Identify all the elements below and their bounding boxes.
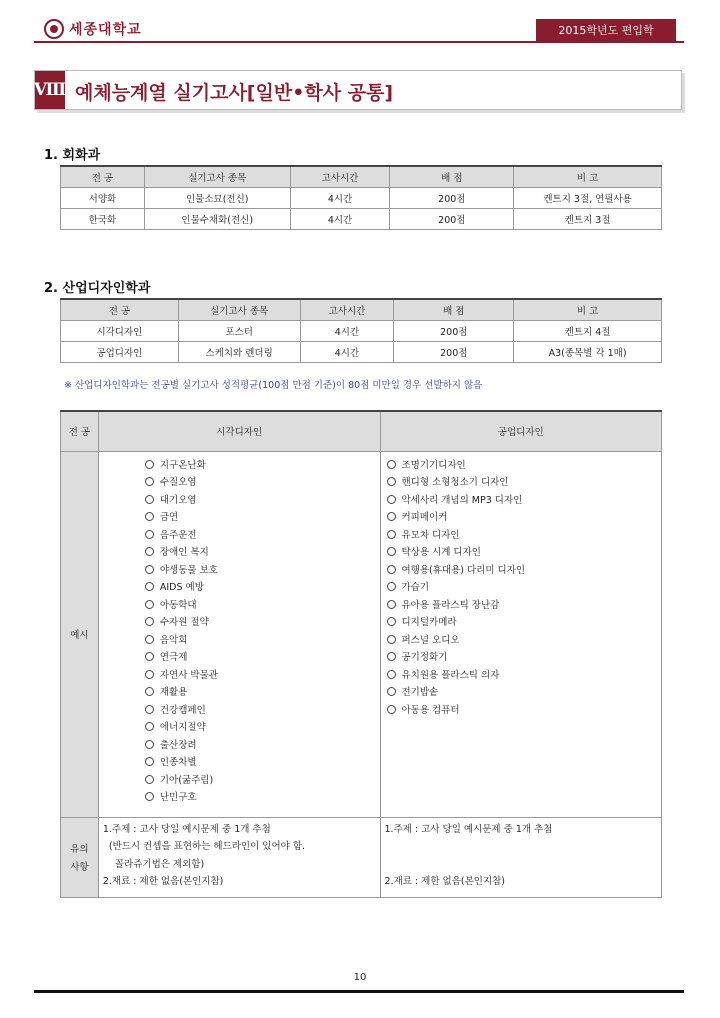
example-item [145,632,380,650]
example-item-label: AIDS 예방 [159,582,204,593]
example-item-label: 탁상용 시계 디자인 [401,547,481,558]
column-header: 고사시간 [290,166,390,187]
column-header: 실기고사 종목 [178,299,300,320]
requirements-label-line: 사항 [70,862,89,873]
example-item-label: 여행용(휴대용) 다리미 디자인 [401,564,526,576]
table-cell: 인물수채화(전신) [144,208,290,229]
table-cell: 인물소묘(전신) [144,187,290,208]
example-item-label: 커피메이커 [401,512,448,523]
example-item [145,649,380,667]
example-item [387,509,662,527]
design-table [60,298,662,363]
requirement-line: 2.재료 : 제한 없음(본인지참) [384,876,506,887]
requirement-line [385,838,662,856]
table-cell: 서양화 [61,187,145,208]
circle-bullet-icon [387,547,396,556]
example-item-label: 금연 [159,512,179,523]
example-item [387,597,662,615]
circle-bullet-icon [145,477,154,486]
example-item-label: 유모차 디자인 [401,529,460,541]
example-item [387,544,662,562]
table-cell: 켄트지 3절, 연필사용 [514,187,662,208]
example-item-label: 악세사리 개념의 MP3 디자인 [401,494,523,506]
section-title: 예체능계열 실기고사[일반•학사 공통] [75,82,394,104]
column-header: 배 점 [390,166,514,187]
footer-rule [34,990,684,993]
section-title-box [34,70,682,110]
example-item [145,702,380,720]
circle-bullet-icon [387,670,396,679]
example-item-label: 건강캠페인 [159,704,206,716]
logo-text: 세종대학교 [69,22,142,38]
example-item [145,474,380,492]
table-cell: 포스터 [178,320,300,341]
table-cell: 스케치와 렌더링 [178,341,300,362]
table-row [61,320,662,341]
column-header: 배 점 [394,299,514,320]
example-item [145,772,380,790]
header-rule [34,41,684,43]
circle-bullet-icon [387,687,396,696]
requirement-line: 2.재료 : 제한 없음(본인지참) [102,876,224,887]
example-item-label: 핸디형 소형청소기 디자인 [401,477,509,488]
examples-row [61,451,662,817]
table-header-row [61,166,662,187]
column-header: 전 공 [61,411,99,451]
example-item-label: 장애인 복지 [159,547,209,558]
example-item [387,702,662,720]
requirement-line: 꼴라쥬기법은 제외함) [114,858,205,870]
example-item [387,667,662,685]
circle-bullet-icon [387,617,396,626]
example-item [387,527,662,545]
table-cell: 4시간 [300,341,394,362]
example-item-label: 음주운전 [159,529,197,541]
example-item-label: 지구온난화 [159,459,206,471]
circle-bullet-icon [387,635,396,644]
example-item [145,597,380,615]
circle-bullet-icon [387,582,396,591]
circle-bullet-icon [145,740,154,749]
circle-bullet-icon [145,600,154,609]
example-item-label: 조명기기디자인 [401,459,466,471]
column-header: 비 고 [514,299,662,320]
example-item-label: 재활용 [159,687,188,698]
circle-bullet-icon [145,617,154,626]
example-item [387,632,662,650]
column-header: 실기고사 종목 [144,166,290,187]
example-item [145,684,380,702]
circle-bullet-icon [145,652,154,661]
table-cell: 200점 [394,341,514,362]
circle-bullet-icon [387,652,396,661]
example-item-label: 수질오염 [159,477,197,488]
example-item [387,579,662,597]
example-item [145,719,380,737]
example-item [145,492,380,510]
example-item-label: 디지털카메라 [401,617,457,628]
example-item-label: 자연사 박물관 [159,669,218,681]
visual-design-examples [98,451,380,817]
column-header: 공업디자인 [380,411,662,451]
example-item [145,667,380,685]
example-item [387,614,662,632]
circle-bullet-icon [145,547,154,556]
example-item [387,562,662,580]
column-header: 고사시간 [300,299,394,320]
table-cell: 켄트지 3절 [514,208,662,229]
example-item-label: 대기오염 [159,494,197,506]
subsection-title-design: 2. 산업디자인학과 [44,281,151,296]
visual-requirements [98,817,380,897]
table-header-row [61,299,662,320]
circle-bullet-icon [145,635,154,644]
circle-bullet-icon [145,757,154,766]
example-item-label: 유아용 플라스틱 장난감 [401,599,500,611]
example-item-label: 기아(굶주림) [159,774,214,786]
example-item-label: 가습기 [401,582,430,593]
industrial-design-examples [380,451,662,817]
circle-bullet-icon [145,460,154,469]
circle-bullet-icon [145,582,154,591]
table-cell: 4시간 [290,187,390,208]
example-item-label: 연극제 [159,652,188,663]
examples-label: 예시 [61,451,99,817]
page-header [34,14,684,44]
example-item [145,562,380,580]
table-cell: 4시간 [290,208,390,229]
example-item [387,649,662,667]
design-note: ※ 산업디자인학과는 전공별 실기고사 성적평균(100점 만점 기준)이 80점 미만일 경우 선발하지 않음 [64,380,483,391]
example-item [145,614,380,632]
column-header: 비 고 [514,166,662,187]
design-examples-table [60,410,662,898]
subsection-title-painting: 1. 회화과 [44,148,101,163]
circle-bullet-icon [387,495,396,504]
circle-bullet-icon [387,705,396,714]
circle-bullet-icon [145,530,154,539]
example-item-label: 인종차별 [159,757,197,768]
example-item [145,737,380,755]
example-item [387,684,662,702]
example-item-label: 아동용 컴퓨터 [401,704,460,716]
example-item-label: 난민구호 [159,792,197,803]
table-header-row [61,411,662,451]
example-item [145,527,380,545]
table-row [61,187,662,208]
example-item [145,509,380,527]
table-cell: 200점 [390,208,514,229]
painting-table [60,165,662,230]
requirement-line: (반드시 컨셉을 표현하는 헤드라인이 있어야 함. [108,841,306,852]
requirement-line: 1.주제 : 고사 당일 예시문제 중 1개 추첨 [102,823,271,835]
table-cell: 4시간 [300,320,394,341]
table-cell: 한국화 [61,208,145,229]
circle-bullet-icon [145,775,154,784]
table-cell: 공업디자인 [61,341,179,362]
requirement-line [385,856,662,874]
example-item [145,544,380,562]
example-item-label: 에너지절약 [159,722,206,733]
circle-bullet-icon [387,477,396,486]
table-row [61,208,662,229]
example-item [145,457,380,475]
example-item-label: 공기정화기 [401,652,448,663]
circle-bullet-icon [145,512,154,521]
example-item [145,789,380,807]
circle-bullet-icon [387,460,396,469]
example-item [387,457,662,475]
table-cell: 200점 [390,187,514,208]
table-row [61,341,662,362]
circle-bullet-icon [145,565,154,574]
column-header: 시각디자인 [98,411,380,451]
example-item-label: 아동학대 [159,599,197,611]
example-item [145,579,380,597]
table-cell: 켄트지 4절 [514,320,662,341]
requirement-line: 1.주제 : 고사 당일 예시문제 중 1개 추첨 [384,823,553,835]
page-number: 10 [353,972,367,983]
example-item-label: 출산장려 [159,739,197,751]
circle-bullet-icon [387,565,396,574]
example-item-label: 전기밥솥 [401,687,439,698]
example-item-label: 야생동물 보호 [159,564,218,576]
example-item [145,754,380,772]
circle-bullet-icon [145,722,154,731]
example-item-label: 음악회 [159,634,188,646]
requirements-label [61,817,99,897]
circle-bullet-icon [145,705,154,714]
example-item-label: 수자원 절약 [159,617,209,628]
industrial-requirements [380,817,662,897]
header-badge: 2015학년도 편입학 [536,19,676,41]
table-cell: 시각디자인 [61,320,179,341]
example-item-label: 퍼스널 오디오 [401,634,460,646]
circle-bullet-icon [145,792,154,801]
circle-bullet-icon [387,512,396,521]
example-item [387,474,662,492]
column-header: 전 공 [61,166,145,187]
circle-bullet-icon [145,495,154,504]
example-item-label: 유치원용 플라스틱 의자 [401,669,500,681]
requirements-label-line: 유의 [70,844,89,855]
section-number: Ⅷ [35,71,65,109]
example-item [387,492,662,510]
university-seal-icon [44,19,64,39]
table-cell: 200점 [394,320,514,341]
requirements-row [61,817,662,897]
circle-bullet-icon [145,687,154,696]
circle-bullet-icon [387,600,396,609]
circle-bullet-icon [145,670,154,679]
column-header: 전 공 [61,299,179,320]
university-logo [44,19,142,39]
circle-bullet-icon [387,530,396,539]
table-cell: A3(종목별 각 1매) [514,341,662,362]
